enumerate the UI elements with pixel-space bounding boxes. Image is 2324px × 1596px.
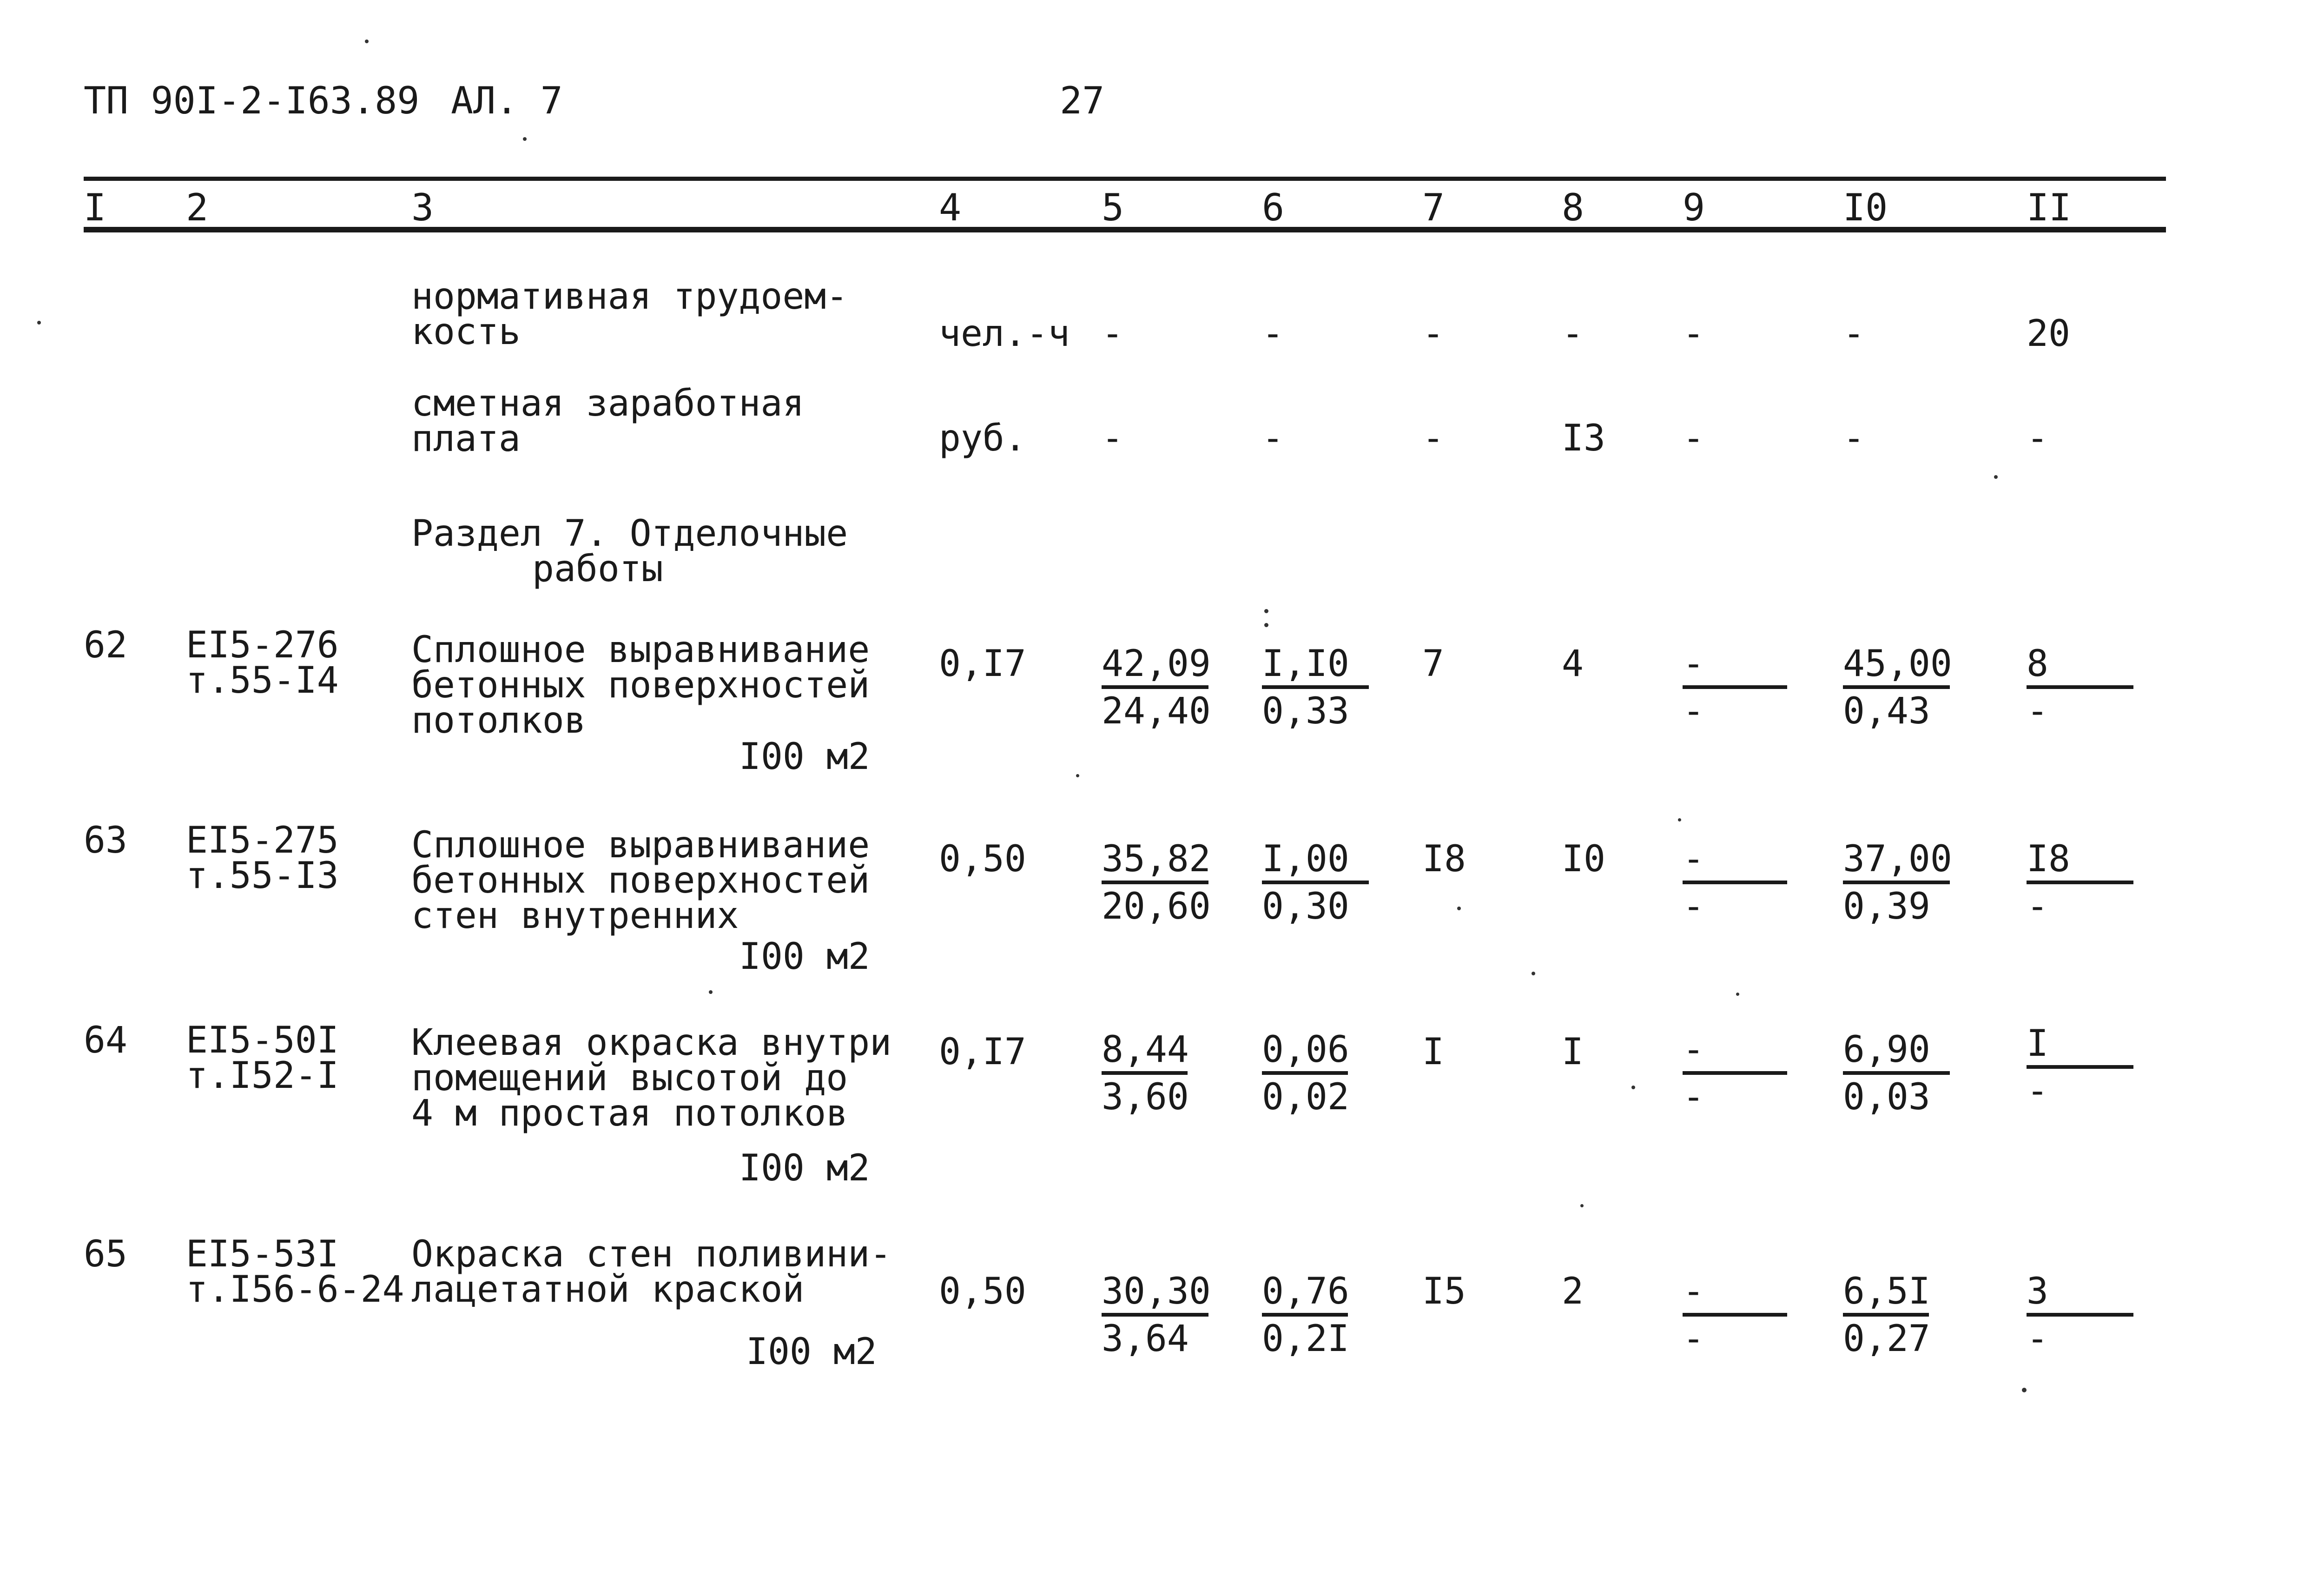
fraction-numerator: 3	[2027, 1271, 2048, 1312]
row-cell-8: I	[1562, 1031, 1584, 1073]
column-header-9: 9	[1683, 186, 1705, 229]
summary-cell-10: -	[1843, 417, 1865, 459]
fraction-denominator: 0,33	[1262, 690, 1349, 732]
row-cell-9-fraction	[1683, 838, 1787, 927]
fraction-numerator: 45,00	[1843, 643, 1952, 685]
row-code-line: т.55-I3	[186, 855, 339, 897]
fraction-bar	[1262, 881, 1369, 884]
row-quantity: 0,I7	[939, 1031, 1026, 1073]
fraction-denominator: -	[2027, 690, 2048, 732]
fraction-numerator: -	[1683, 1271, 1704, 1312]
scan-speck	[365, 40, 369, 43]
summary-unit: руб.	[939, 417, 1026, 459]
row-measure-unit: I00 м2	[746, 1331, 877, 1373]
row-cell-7: I5	[1422, 1271, 1466, 1312]
row-code	[186, 1233, 404, 1311]
row-description-line: стен внутренних	[411, 895, 739, 937]
row-description-line: 4 м простая потолков	[411, 1093, 848, 1134]
row-quantity: 0,50	[939, 1271, 1026, 1312]
summary-cell-7: -	[1422, 313, 1444, 355]
fraction-bar	[1843, 1071, 1950, 1075]
row-description-line: бетонных поверхностей	[411, 664, 870, 706]
row-cell-11-fraction	[2027, 1273, 2133, 1358]
row-description-line: Сплошное выравнивание	[411, 824, 870, 866]
summary-cell-6: -	[1262, 313, 1284, 355]
row-description-line: Окраска стен поливини-	[411, 1233, 892, 1275]
fraction-numerator: I,00	[1262, 838, 1349, 880]
row-description-line: бетонных поверхностей	[411, 860, 870, 901]
fraction-denominator: -	[1683, 690, 1704, 732]
row-description-line: лацетатной краской	[411, 1269, 805, 1311]
fraction-denominator: -	[1683, 1318, 1704, 1360]
scan-speck	[1457, 907, 1461, 910]
row-cell-9-fraction	[1683, 1031, 1787, 1116]
fraction-denominator: -	[2027, 1070, 2048, 1112]
scan-speck	[1076, 774, 1079, 777]
summary-cell-8: -	[1562, 313, 1584, 355]
row-description-line: Клеевая окраска внутри	[411, 1022, 892, 1064]
fraction-bar	[1102, 685, 1208, 689]
scan-speck	[1532, 972, 1535, 975]
row-description-line: помещений высотой до	[411, 1057, 848, 1099]
summary-cell-8: I3	[1562, 417, 1605, 459]
row-number: 62	[84, 624, 127, 666]
row-cell-5-fraction	[1102, 1031, 1188, 1116]
row-description	[411, 629, 870, 742]
summary-name-line: нормативная трудоем-	[411, 276, 848, 318]
table-top-rule	[84, 177, 2166, 181]
scan-speck	[1994, 475, 1998, 479]
column-header-2: 2	[186, 186, 209, 229]
scan-speck	[709, 990, 713, 994]
column-header-4: 4	[939, 186, 962, 229]
row-description-line: Сплошное выравнивание	[411, 629, 870, 671]
row-measure-unit: I00 м2	[739, 936, 870, 978]
row-quantity: 0,I7	[939, 643, 1026, 685]
fraction-numerator: -	[1683, 838, 1704, 880]
fraction-bar	[1683, 1071, 1787, 1075]
row-description	[411, 1233, 892, 1311]
row-cell-10-fraction	[1843, 1031, 1950, 1116]
row-quantity: 0,50	[939, 838, 1026, 880]
fraction-denominator: -	[2027, 886, 2048, 927]
row-cell-6-fraction	[1262, 1273, 1348, 1358]
row-cell-5-fraction	[1102, 838, 1211, 927]
row-code	[186, 820, 339, 897]
row-cell-7: I	[1422, 1031, 1444, 1073]
fraction-bar	[1843, 685, 1950, 689]
scan-speck	[1264, 609, 1268, 613]
fraction-numerator: 30,30	[1102, 1271, 1211, 1312]
column-header-3: 3	[411, 186, 434, 229]
fraction-bar	[1102, 1313, 1208, 1317]
row-cell-8: 4	[1562, 643, 1584, 685]
column-header-10: I0	[1843, 186, 1888, 229]
row-code-line: EI5-50I	[186, 1020, 339, 1061]
fraction-denominator: 20,60	[1102, 886, 1211, 927]
fraction-denominator: 0,27	[1843, 1318, 1930, 1360]
row-measure-unit: I00 м2	[739, 736, 870, 778]
summary-cell-6: -	[1262, 417, 1284, 459]
row-description	[411, 824, 870, 937]
fraction-numerator: 6,90	[1843, 1029, 1930, 1071]
row-code-line: т.I52-I	[186, 1055, 339, 1097]
row-cell-9-fraction	[1683, 645, 1787, 730]
row-cell-7: I8	[1422, 838, 1466, 880]
fraction-denominator: 0,39	[1843, 886, 1930, 927]
fraction-numerator: 8,44	[1102, 1029, 1189, 1071]
fraction-numerator: 0,76	[1262, 1271, 1349, 1312]
row-cell-7: 7	[1422, 643, 1444, 685]
row-number: 65	[84, 1233, 127, 1275]
sheet-label: АЛ. 7	[451, 79, 563, 122]
row-code	[186, 1020, 339, 1097]
fraction-numerator: 42,09	[1102, 643, 1211, 685]
summary-cell-5: -	[1102, 417, 1123, 459]
fraction-bar	[1262, 1313, 1348, 1317]
fraction-denominator: 0,43	[1843, 690, 1930, 732]
fraction-denominator: 0,03	[1843, 1076, 1930, 1118]
row-cell-10-fraction	[1843, 1273, 1929, 1358]
row-cell-6-fraction	[1262, 645, 1369, 730]
summary-cell-10: -	[1843, 313, 1865, 355]
fraction-bar	[1102, 881, 1208, 884]
fraction-bar	[2027, 685, 2133, 689]
row-code-line: т.I56-6-24	[186, 1269, 404, 1311]
scan-speck	[37, 321, 41, 324]
fraction-denominator: 0,2I	[1262, 1318, 1349, 1360]
row-cell-10-fraction	[1843, 645, 1950, 730]
fraction-denominator: 0,02	[1262, 1076, 1349, 1118]
fraction-denominator: -	[2027, 1318, 2048, 1360]
fraction-denominator: 3,60	[1102, 1076, 1189, 1118]
fraction-bar	[1843, 1313, 1929, 1317]
fraction-numerator: I,I0	[1262, 643, 1349, 685]
fraction-numerator: 0,06	[1262, 1029, 1349, 1071]
column-header-6: 6	[1262, 186, 1285, 229]
fraction-bar	[1683, 685, 1787, 689]
summary-name	[411, 383, 805, 460]
row-cell-6-fraction	[1262, 838, 1369, 927]
section-title	[411, 513, 848, 590]
fraction-bar	[1843, 881, 1950, 884]
fraction-bar	[1683, 1313, 1787, 1317]
summary-cell-11: -	[2027, 417, 2048, 459]
fraction-denominator: -	[1683, 886, 1704, 927]
fraction-bar	[1683, 881, 1787, 884]
summary-name-line: кость	[411, 311, 521, 353]
scan-speck	[1580, 1204, 1584, 1207]
scan-speck	[2022, 1388, 2027, 1392]
fraction-numerator: 35,82	[1102, 838, 1211, 880]
row-description	[411, 1022, 892, 1134]
row-cell-6-fraction	[1262, 1031, 1348, 1116]
row-code-line: EI5-275	[186, 820, 339, 861]
fraction-numerator: -	[1683, 1029, 1704, 1071]
scan-speck	[1736, 993, 1739, 996]
column-header-11: II	[2027, 186, 2072, 229]
row-cell-5-fraction	[1102, 1271, 1211, 1360]
column-header-5: 5	[1102, 186, 1124, 229]
fraction-denominator: 0,30	[1262, 886, 1349, 927]
fraction-denominator: -	[1683, 1076, 1704, 1118]
fraction-numerator: 37,00	[1843, 838, 1952, 880]
summary-cell-9: -	[1683, 417, 1704, 459]
scan-speck	[1678, 818, 1681, 821]
row-number: 63	[84, 820, 127, 861]
fraction-bar	[1262, 685, 1369, 689]
page-number: 27	[1060, 79, 1105, 122]
row-cell-5-fraction	[1102, 643, 1211, 732]
row-description-line: потолков	[411, 700, 586, 742]
summary-cell-9: -	[1683, 313, 1704, 355]
fraction-denominator: 24,40	[1102, 690, 1211, 732]
summary-unit: чел.-ч	[939, 313, 1070, 355]
column-header-1: I	[84, 186, 106, 229]
fraction-denominator: 3,64	[1102, 1318, 1189, 1360]
row-code-line: EI5-276	[186, 624, 339, 666]
scan-speck	[1631, 1086, 1635, 1089]
scan-speck	[523, 137, 527, 141]
row-cell-11-fraction	[2027, 645, 2133, 730]
fraction-numerator: -	[1683, 643, 1704, 685]
row-measure-unit: I00 м2	[739, 1147, 870, 1189]
summary-cell-11: 20	[2027, 313, 2070, 355]
fraction-bar	[1262, 1071, 1348, 1075]
summary-name-line: плата	[411, 418, 521, 460]
summary-name-line: сметная заработная	[411, 383, 805, 424]
scan-speck	[1264, 623, 1268, 627]
summary-cell-5: -	[1102, 313, 1123, 355]
fraction-numerator: 8	[2027, 643, 2048, 685]
summary-cell-7: -	[1422, 417, 1444, 459]
fraction-numerator: I8	[2027, 838, 2070, 880]
section-title-line: работы	[532, 548, 663, 590]
row-code	[186, 624, 339, 702]
document-code: ТП 90I-2-I63.89	[84, 79, 420, 122]
summary-name	[411, 276, 848, 353]
row-cell-11-fraction	[2027, 1025, 2133, 1110]
fraction-bar	[2027, 881, 2133, 884]
row-cell-10-fraction	[1843, 838, 1952, 927]
fraction-numerator: I	[2027, 1023, 2048, 1065]
row-number: 64	[84, 1020, 127, 1061]
row-cell-8: 2	[1562, 1271, 1584, 1312]
fraction-bar	[2027, 1065, 2133, 1069]
fraction-bar	[2027, 1313, 2133, 1317]
fraction-numerator: 6,5I	[1843, 1271, 1930, 1312]
row-cell-11-fraction	[2027, 838, 2133, 927]
section-title-line: Раздел 7. Отделочные	[411, 513, 848, 555]
column-header-8: 8	[1562, 186, 1585, 229]
row-cell-9-fraction	[1683, 1273, 1787, 1358]
row-code-line: EI5-53I	[186, 1233, 339, 1275]
row-code-line: т.55-I4	[186, 660, 339, 702]
fraction-bar	[1102, 1071, 1188, 1075]
row-cell-8: I0	[1562, 838, 1605, 880]
column-header-7: 7	[1422, 186, 1445, 229]
